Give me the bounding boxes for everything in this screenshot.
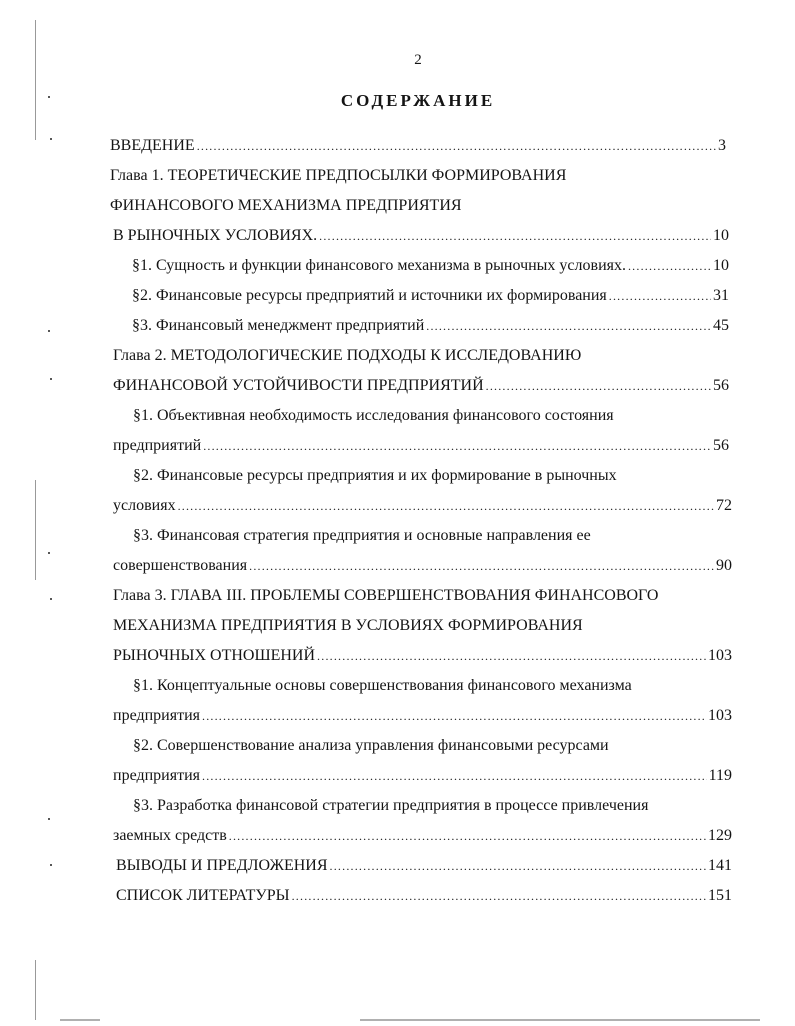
toc-entry-introduction[interactable] — [110, 131, 726, 161]
toc-entry-text: ВВЕДЕНИЕ — [110, 137, 195, 154]
toc-section-2-3-line-2[interactable] — [113, 551, 732, 581]
toc-entry-text: §2. Финансовые ресурсы предприятия и их формирование в рыночных — [133, 467, 617, 484]
toc-entry-text: Глава 1. ТЕОРЕТИЧЕСКИЕ ПРЕДПОСЫЛКИ ФОРМИРОВАНИЯ — [110, 167, 567, 184]
toc-entry-page: 129 — [708, 827, 732, 844]
toc-entry-text: предприятий — [113, 437, 202, 454]
toc-section-3-3-line-1[interactable] — [133, 791, 648, 821]
dot-leader — [292, 881, 706, 911]
scan-speck — [48, 330, 50, 332]
toc-entry-text: МЕХАНИЗМА ПРЕДПРИЯТИЯ В УСЛОВИЯХ ФОРМИРОВАНИЯ — [113, 617, 583, 634]
scan-speck — [50, 864, 52, 866]
toc-entry-text: ФИНАНСОВОЙ УСТОЙЧИВОСТИ ПРЕДПРИЯТИЙ — [113, 377, 484, 394]
toc-section-3-2-line-1[interactable] — [133, 731, 609, 761]
toc-entry-conclusions[interactable] — [116, 851, 732, 881]
toc-entry-text: §1. Концептуальные основы совершенствования финансового механизма — [133, 677, 632, 694]
toc-entry-page: 56 — [713, 437, 729, 454]
toc-entry-page: 10 — [713, 227, 729, 244]
toc-entry-text: условиях — [113, 497, 176, 514]
toc-entry-page: 10 — [713, 257, 729, 274]
toc-entry-text: РЫНОЧНЫХ ОТНОШЕНИЙ — [113, 647, 316, 664]
dot-leader — [178, 491, 714, 521]
page-number: 2 — [414, 52, 422, 68]
toc-entry-text: §1. Сущность и функции финансового механизма в рыночных условиях. — [132, 257, 626, 274]
toc-entry-page: 90 — [716, 557, 732, 574]
toc-section-2-2-line-2[interactable] — [113, 491, 732, 521]
toc-entry-text: §1. Объективная необходимость исследования финансового состояния — [133, 407, 614, 424]
scan-speck — [50, 378, 52, 380]
toc-entry-text: Глава 2. МЕТОДОЛОГИЧЕСКИЕ ПОДХОДЫ К ИССЛЕДОВАНИЮ — [113, 347, 582, 364]
toc-section-3-2-line-2[interactable] — [113, 761, 732, 791]
toc-entry-page: 31 — [713, 287, 729, 304]
scan-edge-line — [35, 20, 36, 140]
toc-entry-page: 119 — [708, 767, 732, 784]
toc-section-1-1[interactable] — [132, 251, 729, 281]
scan-bottom-edge — [60, 1019, 100, 1021]
dot-leader — [203, 431, 711, 461]
toc-entry-text: §3. Финансовая стратегия предприятия и основные направления ее — [133, 527, 591, 544]
toc-entry-page: 141 — [708, 857, 732, 874]
toc-entry-page: 45 — [713, 317, 729, 334]
toc-entry-text: В РЫНОЧНЫХ УСЛОВИЯХ. — [113, 227, 318, 244]
toc-entry-page: 103 — [708, 647, 732, 664]
toc-chapter-3-line-3[interactable] — [113, 641, 732, 671]
toc-section-2-3-line-1[interactable] — [133, 521, 591, 551]
toc-entry-text: заемных средств — [113, 827, 227, 844]
scan-bottom-edge — [360, 1019, 760, 1021]
toc-section-2-2-line-1[interactable] — [133, 461, 617, 491]
scan-speck — [48, 818, 50, 820]
toc-entry-text: Глава 3. ГЛАВА III. ПРОБЛЕМЫ СОВЕРШЕНСТВОВАНИЯ ФИНАНСОВОГО — [113, 587, 659, 604]
toc-entry-text: предприятия — [113, 767, 200, 784]
toc-section-3-1-line-1[interactable] — [133, 671, 632, 701]
toc-entry-text: §3. Финансовый менеджмент предприятий — [132, 317, 425, 334]
scan-edge-line — [35, 960, 36, 1020]
dot-leader — [202, 761, 707, 791]
dot-leader — [330, 851, 706, 881]
dot-leader — [426, 311, 711, 341]
toc-section-3-3-line-2[interactable] — [113, 821, 732, 851]
dot-leader — [609, 281, 711, 311]
toc-chapter-3-line-1[interactable] — [113, 581, 658, 611]
toc-entry-bibliography[interactable] — [116, 881, 732, 911]
toc-chapter-1-line-2[interactable] — [110, 191, 462, 221]
scan-speck — [48, 552, 50, 554]
toc-entry-text: СПИСОК ЛИТЕРАТУРЫ — [116, 887, 290, 904]
toc-title: СОДЕРЖАНИЕ — [340, 91, 496, 110]
toc-chapter-1-line-3[interactable] — [113, 221, 729, 251]
scan-speck — [50, 138, 52, 140]
toc-entry-text: §2. Финансовые ресурсы предприятий и источники их формирования — [132, 287, 607, 304]
dot-leader — [319, 221, 711, 251]
toc-entry-text: предприятия — [113, 707, 200, 724]
toc-chapter-1-line-1[interactable] — [110, 161, 566, 191]
toc-entry-page: 103 — [708, 707, 732, 724]
toc-chapter-2-line-2[interactable] — [113, 371, 729, 401]
toc-chapter-3-line-2[interactable] — [113, 611, 583, 641]
toc-section-3-1-line-2[interactable] — [113, 701, 732, 731]
toc-entry-page: 72 — [716, 497, 732, 514]
dot-leader — [229, 821, 706, 851]
dot-leader — [628, 251, 711, 281]
toc-entry-page: 3 — [718, 137, 726, 154]
scan-speck — [50, 598, 52, 600]
scan-edge-line — [35, 480, 36, 580]
toc-section-1-2[interactable] — [132, 281, 729, 311]
toc-section-1-3[interactable] — [132, 311, 729, 341]
toc-section-2-1-line-2[interactable] — [113, 431, 729, 461]
dot-leader — [197, 131, 716, 161]
toc-entry-text: совершенствования — [113, 557, 248, 574]
toc-entry-text: §2. Совершенствование анализа управления финансовыми ресурсами — [133, 737, 609, 754]
toc-entry-page: 151 — [708, 887, 732, 904]
dot-leader — [249, 551, 714, 581]
toc-entry-page: 56 — [713, 377, 729, 394]
toc-entry-text: ФИНАНСОВОГО МЕХАНИЗМА ПРЕДПРИЯТИЯ — [110, 197, 462, 214]
toc-section-2-1-line-1[interactable] — [133, 401, 614, 431]
dot-leader — [486, 371, 711, 401]
toc-chapter-2-line-1[interactable] — [113, 341, 581, 371]
dot-leader — [202, 701, 706, 731]
toc-entry-text: ВЫВОДЫ И ПРЕДЛОЖЕНИЯ — [116, 857, 328, 874]
dot-leader — [317, 641, 706, 671]
toc-entry-text: §3. Разработка финансовой стратегии предприятия в процессе привлечения — [133, 797, 649, 814]
